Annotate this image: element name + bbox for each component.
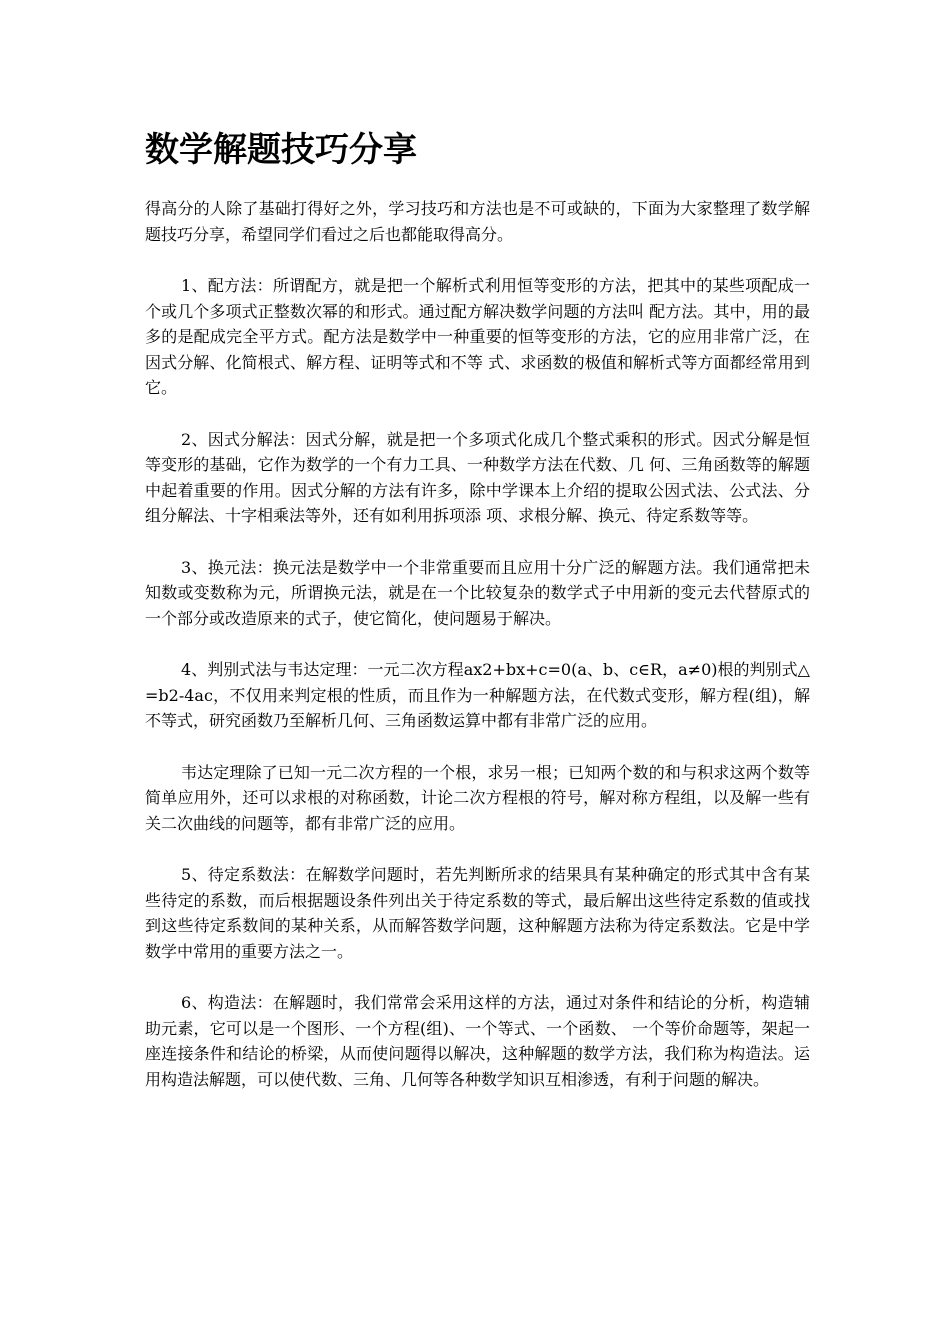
intro-paragraph: 得高分的人除了基础打得好之外，学习技巧和方法也是不可或缺的，下面为大家整理了数学解题技巧分享，希望同学们看过之后也都能取得高分。: [145, 199, 810, 244]
vieta-paragraph: 韦达定理除了已知一元二次方程的一个根，求另一根；已知两个数的和与积求这两个数等简单应用外，还可以求根的对称函数，计论二次方程根的符号，解对称方程组，以及解一些有关二次曲线的问题等，都有非常广泛的应用。: [145, 762, 810, 833]
section-4-paragraph: 4、判别式法与韦达定理：一元二次方程ax2+bx+c=0(a、b、c∈R，a≠0)根的判别式△=b2-4ac，不仅用来判定根的性质，而且作为一种解题方法，在代数式变形，解方程(组)，解不等式，研究函数乃至解析几何、三角函数运算中都有非常广泛的应用。: [145, 660, 810, 730]
section-2-paragraph: 2、因式分解法：因式分解，就是把一个多项式化成几个整式乘积的形式。因式分解是恒等变形的基础，它作为数学的一个有力工具、一种数学方法在代数、几 何、三角函数等的解题中起着重要的作用。因式分解的方法有许多，除中学课本上介绍的提取公因式法、公式法、分组分解法、十字相乘法等外，还有如利用拆项添 项、求根分解、换元、待定系数等等。: [145, 429, 810, 525]
document-title: 数学解题技巧分享: [145, 130, 417, 170]
section-6-paragraph: 6、构造法：在解题时，我们常常会采用这样的方法，通过对条件和结论的分析，构造辅助元素，它可以是一个图形、一个方程(组)、一个等式、一个函数、 一个等价命题等，架起一座连接条件和结论的桥梁，从而使问题得以解决，这种解题的数学方法，我们称为构造法。运用构造法解题，可以使代数、三角、几何等各种数学知识互相渗透，有利于问题的解决。: [145, 993, 810, 1089]
section-3-paragraph: 3、换元法：换元法是数学中一个非常重要而且应用十分广泛的解题方法。我们通常把未知数或变数称为元，所谓换元法，就是在一个比较复杂的数学式子中用新的变元去代替原式的一个部分或改造原来的式子，使它简化，使问题易于解决。: [145, 557, 810, 628]
section-1-paragraph: 1、配方法：所谓配方，就是把一个解析式利用恒等变形的方法，把其中的某些项配成一个或几个多项式正整数次幂的和形式。通过配方解决数学问题的方法叫 配方法。其中，用的最多的是配成完全平方式。配方法是数学中一种重要的恒等变形的方法，它的应用非常广泛，在因式分解、化简根式、解方程、证明等式和不等 式、求函数的极值和解析式等方面都经常用到它。: [145, 276, 810, 397]
section-5-paragraph: 5、待定系数法：在解数学问题时，若先判断所求的结果具有某种确定的形式其中含有某些待定的系数，而后根据题设条件列出关于待定系数的等式，最后解出这些待定系数的值或找到这些待定系数间的某种关系，从而解答数学问题，这种解题方法称为待定系数法。它是中学数学中常用的重要方法之一。: [145, 865, 810, 961]
document-content: [145, 128, 810, 1118]
